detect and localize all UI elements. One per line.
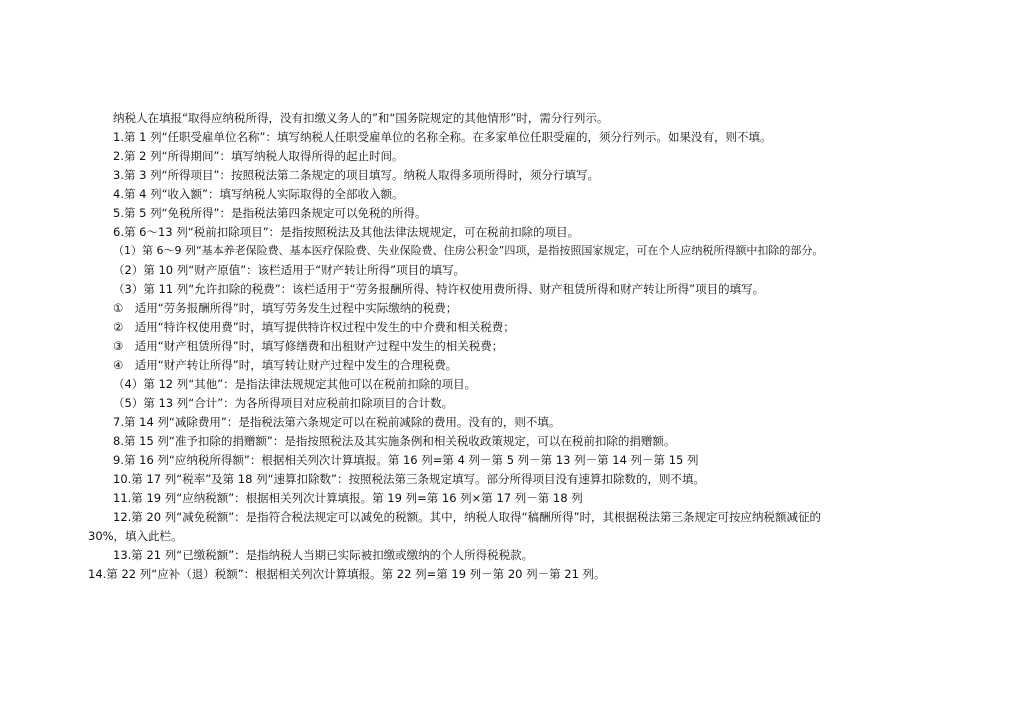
- item-12-continuation: 30%，填入此栏。: [88, 529, 183, 543]
- item-10: 10.第 17 列“税率”及第 18 列“速算扣除数”：按照税法第三条规定填写。部分所得项目没有速算扣除数的，则不填。: [113, 472, 706, 486]
- sub-item-5: （5）第 13 列“合计”：为各所得项目对应税前扣除项目的合计数。: [113, 396, 454, 410]
- item-1: 1.第 1 列“任职受雇单位名称”：填写纳税人任职受雇单位的名称全称。在多家单位任职受雇的，须分行列示。如果没有，则不填。: [113, 130, 772, 144]
- intro-paragraph: 纳税人在填报“取得应纳税所得，没有扣缴义务人的”和“国务院规定的其他情形”时，需分行列示。: [113, 111, 609, 125]
- sub-item-3: （3）第 11 列“允许扣除的税费”：该栏适用于“劳务报酬所得、特许权使用费所得、财产租赁所得和财产转让所得”项目的填写。: [113, 282, 765, 296]
- sub-item-1: （1）第 6～9 列“基本养老保险费、基本医疗保险费、失业保险费、住房公积金”四项，是指按照国家规定，可在个人应纳税所得额中扣除的部分。: [113, 244, 824, 257]
- circled-item-2: ② 适用“特许权使用费”时，填写提供特许权过程中发生的中介费和相关税费；: [113, 320, 515, 334]
- item-4: 4.第 4 列“收入额”：填写纳税人实际取得的全部收入额。: [113, 187, 404, 201]
- item-2: 2.第 2 列“所得期间”：填写纳税人取得所得的起止时间。: [113, 149, 404, 163]
- item-12: 12.第 20 列“减免税额”：是指符合税法规定可以减免的税额。其中，纳税人取得“稿酬所得”时，其根据税法第三条规定可按应纳税额减征的: [113, 510, 822, 524]
- circled-item-1: ① 适用“劳务报酬所得”时，填写劳务发生过程中实际缴纳的税费；: [113, 301, 458, 315]
- item-11: 11.第 19 列“应纳税额”：根据相关列次计算填报。第 19 列=第 16 列×第 17 列－第 18 列: [113, 491, 583, 505]
- circled-item-4: ④ 适用“财产转让所得”时，填写转让财产过程中发生的合理税费。: [113, 358, 458, 372]
- item-13: 13.第 21 列“已缴税额”：是指纳税人当期已实际被扣缴或缴纳的个人所得税税款。: [113, 548, 534, 562]
- sub-item-2: （2）第 10 列“财产原值”：该栏适用于“财产转让所得”项目的填写。: [113, 263, 466, 277]
- item-9: 9.第 16 列“应纳税所得额”：根据相关列次计算填报。第 16 列=第 4 列－第 5 列－第 13 列－第 14 列－第 15 列: [113, 453, 699, 467]
- item-6: 6.第 6～13 列“税前扣除项目”：是指按照税法及其他法律法规规定，可在税前扣除的项目。: [113, 225, 580, 239]
- circled-item-3: ③ 适用“财产租赁所得”时，填写修缮费和出租财产过程中发生的相关税费；: [113, 339, 504, 353]
- item-3: 3.第 3 列“所得项目”：按照税法第二条规定的项目填写。纳税人取得多项所得时，须分行填写。: [113, 168, 600, 182]
- item-8: 8.第 15 列“准予扣除的捐赠额”：是指按照税法及其实施条例和相关税收政策规定，可以在税前扣除的捐赠额。: [113, 434, 676, 448]
- sub-item-4: （4）第 12 列“其他”：是指法律法规规定其他可以在税前扣除的项目。: [113, 377, 477, 391]
- item-5: 5.第 5 列“免税所得”：是指税法第四条规定可以免税的所得。: [113, 206, 427, 220]
- item-7: 7.第 14 列“减除费用”：是指税法第六条规定可以在税前减除的费用。没有的，则不填。: [113, 415, 561, 429]
- item-14: 14.第 22 列“应补（退）税额”：根据相关列次计算填报。第 22 列=第 19 列－第 20 列－第 21 列。: [88, 567, 606, 581]
